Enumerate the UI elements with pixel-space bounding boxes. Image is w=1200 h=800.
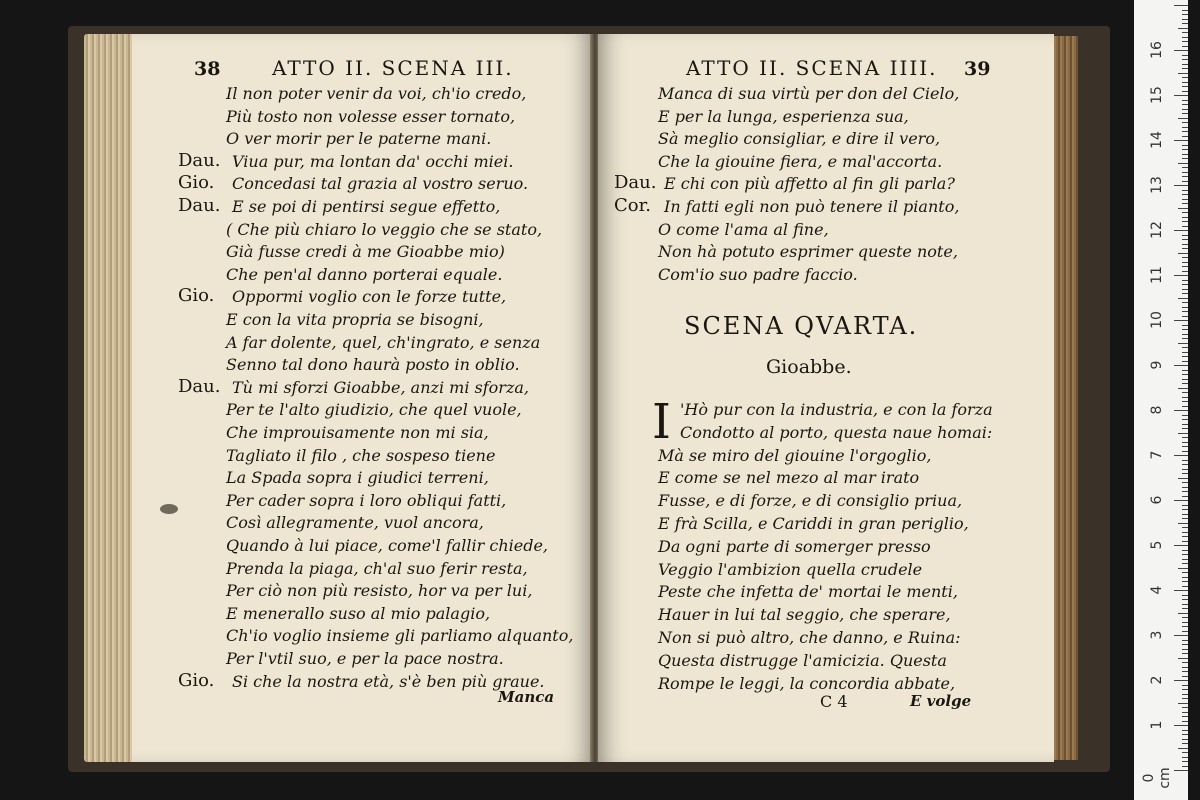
ruler-tick: [1182, 316, 1188, 317]
ruler-tick: [1178, 28, 1188, 29]
ruler-tick: [1182, 563, 1188, 564]
verse-line: Più tosto non volesse esser tornato,: [226, 106, 516, 126]
ruler-tick: [1182, 136, 1188, 137]
ruler-label: 6: [1149, 495, 1165, 505]
ruler-tick: [1182, 622, 1188, 623]
ruler-tick: [1182, 109, 1188, 110]
ruler-tick: [1182, 460, 1188, 461]
ruler-tick: [1182, 334, 1188, 335]
speaker-label: Cor.: [614, 195, 651, 216]
verse-line: Tù mi sforzi Gioabbe, anzi mi sforza,: [232, 377, 529, 397]
ruler-tick: [1182, 640, 1188, 641]
ruler-tick: [1182, 266, 1188, 267]
ruler-tick: [1182, 487, 1188, 488]
verse-line: Ch'io voglio insieme gli parliamo alquanto,: [226, 626, 574, 646]
page-edges-right: [1050, 36, 1078, 760]
ruler-tick: [1182, 64, 1188, 65]
ruler-tick: [1182, 743, 1188, 744]
verse-line: A far dolente, quel, ch'ingrato, e senza: [226, 332, 541, 352]
ruler-tick: [1182, 235, 1188, 236]
ruler-tick: [1182, 446, 1188, 447]
verse-line: Che pen'al danno porterai equale.: [226, 264, 503, 284]
ruler-tick: [1182, 190, 1188, 191]
ruler-tick: [1182, 127, 1188, 128]
ruler-tick: [1182, 91, 1188, 92]
ruler-tick: [1174, 680, 1188, 681]
ruler-tick: [1182, 536, 1188, 537]
verse-line: Rompe le leggi, la concordia abbate,: [658, 673, 956, 693]
ruler-tick: [1182, 509, 1188, 510]
verse-line: O ver morir per le paterne mani.: [226, 129, 492, 149]
ruler-label: 13: [1149, 176, 1165, 194]
verse-line: E frà Scilla, e Cariddi in gran periglio,: [658, 514, 969, 533]
ruler-tick: [1178, 253, 1188, 254]
ruler-tick: [1182, 707, 1188, 708]
verse-line: Non si può altro, che danno, e Ruina:: [658, 628, 961, 647]
ruler-tick: [1182, 397, 1188, 398]
ruler-tick: [1174, 635, 1188, 636]
ruler-tick: [1182, 415, 1188, 416]
ruler-tick: [1182, 644, 1188, 645]
ruler-tick: [1178, 343, 1188, 344]
ruler-tick: [1182, 532, 1188, 533]
ruler-tick: [1182, 217, 1188, 218]
verse-line: E menerallo suso al mio palagio,: [226, 603, 491, 623]
ruler-label: 7: [1149, 450, 1165, 460]
ruler-tick: [1182, 550, 1188, 551]
ruler-tick: [1182, 10, 1188, 11]
ruler-tick: [1178, 523, 1188, 524]
verse-line: Fusse, e di forze, e di consiglio priua,: [658, 491, 963, 511]
verse-line: La Spada sopra i giudici terreni,: [226, 468, 489, 488]
ruler-tick: [1182, 176, 1188, 177]
ruler-tick: [1182, 280, 1188, 281]
ruler-tick: [1182, 685, 1188, 686]
ruler-tick: [1182, 77, 1188, 78]
ruler-tick: [1174, 230, 1188, 231]
ruler-tick: [1182, 289, 1188, 290]
ruler-tick: [1182, 469, 1188, 470]
verse-line: Non hà potuto esprimer queste note,: [658, 242, 958, 262]
ruler-tick: [1182, 244, 1188, 245]
ink-blot: [160, 504, 178, 514]
ruler-tick: [1182, 41, 1188, 42]
verse-line: Per cader sopra i loro obliqui fatti,: [226, 490, 507, 510]
ruler-tick: [1182, 59, 1188, 60]
verse-line: E per la lunga, esperienza sua,: [658, 106, 909, 126]
ruler-tick: [1182, 757, 1188, 758]
ruler-tick: [1182, 23, 1188, 24]
ruler-tick: [1182, 662, 1188, 663]
ruler-tick: [1182, 428, 1188, 429]
verse-line: E chi con più affetto al fin gli parla?: [664, 174, 955, 194]
ruler-tick: [1178, 433, 1188, 434]
ruler-tick: [1182, 199, 1188, 200]
ruler-tick: [1182, 167, 1188, 168]
speaker-label: Gio.: [178, 669, 215, 691]
ruler-tick: [1182, 347, 1188, 348]
ruler-tick: [1182, 514, 1188, 515]
ruler-tick: [1174, 5, 1188, 6]
ruler-tick: [1182, 181, 1188, 182]
ruler-tick: [1174, 455, 1188, 456]
ruler-tick: [1174, 725, 1188, 726]
ruler-tick: [1182, 122, 1188, 123]
ruler-tick: [1174, 95, 1188, 96]
verse-line: In fatti egli non può tenere il pianto,: [664, 197, 960, 216]
verse-line: Oppormi voglio con le forze tutte,: [232, 287, 507, 307]
ruler-tick: [1182, 482, 1188, 483]
ruler-tick: [1182, 608, 1188, 609]
ruler-tick: [1182, 302, 1188, 303]
ruler-tick: [1182, 329, 1188, 330]
ruler-tick: [1178, 613, 1188, 614]
ruler-tick: [1182, 631, 1188, 632]
verse-line: Così allegramente, vuol ancora,: [226, 513, 484, 533]
verse-line: Che improuisamente non mi sia,: [226, 423, 489, 442]
ruler-tick: [1182, 667, 1188, 668]
ruler-tick: [1178, 658, 1188, 659]
ruler-tick: [1182, 248, 1188, 249]
verse-line: Com'io suo padre faccio.: [658, 264, 858, 284]
ruler-tick: [1182, 559, 1188, 560]
verse-line: Per ciò non più resisto, hor va per lui,: [226, 581, 533, 601]
ruler-tick: [1182, 352, 1188, 353]
ruler-tick: [1182, 541, 1188, 542]
ruler-tick: [1182, 19, 1188, 20]
verse-line: Sà meglio consigliar, e dire il vero,: [658, 129, 941, 149]
verse-line: Prenda la piaga, ch'al suo ferir resta,: [226, 558, 528, 578]
ruler-label: 10: [1149, 311, 1165, 329]
ruler-tick: [1182, 212, 1188, 213]
ruler-tick: [1182, 505, 1188, 506]
ruler-tick: [1174, 590, 1188, 591]
ruler-tick: [1182, 86, 1188, 87]
scene-speaker: Gioabbe.: [766, 356, 852, 378]
ruler-tick: [1182, 374, 1188, 375]
ruler-tick: [1182, 338, 1188, 339]
ruler-tick: [1182, 595, 1188, 596]
verse-line: O come l'ama al fine,: [658, 219, 829, 239]
ruler-label: 4: [1149, 585, 1165, 595]
ruler-tick: [1178, 298, 1188, 299]
ruler-tick: [1182, 730, 1188, 731]
ruler-tick: [1182, 761, 1188, 762]
page-number-right: 39: [964, 58, 991, 80]
verse-line: Mà se miro del giouine l'orgoglio,: [658, 445, 932, 465]
ruler-tick: [1182, 271, 1188, 272]
measuring-ruler: [1134, 0, 1188, 800]
ruler-tick: [1182, 401, 1188, 402]
signature-mark: C 4: [820, 692, 848, 711]
verse-line: Il non poter venir da voi, ch'io credo,: [226, 84, 527, 103]
ruler-tick: [1182, 712, 1188, 713]
ruler-tick: [1178, 208, 1188, 209]
ruler-tick: [1182, 554, 1188, 555]
ruler-tick: [1182, 203, 1188, 204]
speaker-label: Dau.: [178, 195, 221, 216]
ruler-tick: [1174, 365, 1188, 366]
ruler-tick: [1182, 518, 1188, 519]
ruler-tick: [1182, 676, 1188, 677]
ruler-tick: [1182, 307, 1188, 308]
ruler-tick: [1182, 172, 1188, 173]
ruler-tick: [1182, 68, 1188, 69]
right-page: [598, 34, 1054, 762]
ruler-tick: [1182, 491, 1188, 492]
ruler-tick: [1178, 163, 1188, 164]
verse-line: Manca di sua virtù per don del Cielo,: [658, 84, 960, 103]
ruler-label: 1: [1149, 720, 1165, 730]
speaker-label: Gio.: [178, 285, 215, 307]
verse-line: Già fusse credi à me Gioabbe mio): [226, 242, 505, 262]
ruler-label: 11: [1149, 266, 1165, 284]
ruler-tick: [1182, 82, 1188, 83]
verse-line: E con la vita propria se bisogni,: [226, 310, 484, 329]
ruler-tick: [1174, 185, 1188, 186]
ruler-tick: [1182, 617, 1188, 618]
ruler-tick: [1182, 226, 1188, 227]
ruler-tick: [1182, 55, 1188, 56]
ruler-tick: [1182, 577, 1188, 578]
ruler-tick: [1182, 581, 1188, 582]
ruler-tick: [1182, 221, 1188, 222]
ruler-tick: [1182, 442, 1188, 443]
ruler-label: 16: [1149, 41, 1165, 59]
ruler-tick: [1182, 145, 1188, 146]
verse-line: Questa distrugge l'amicizia. Questa: [658, 650, 947, 670]
ruler-tick: [1174, 275, 1188, 276]
ruler-label: 9: [1149, 360, 1165, 370]
catchword-right: E volge: [910, 692, 972, 710]
ruler-tick: [1182, 194, 1188, 195]
verse-line: E se poi di pentirsi segue effetto,: [232, 197, 501, 216]
ruler-tick: [1182, 689, 1188, 690]
verse-line: ( Che più chiaro lo veggio che se stato,: [226, 219, 543, 239]
ruler-tick: [1182, 356, 1188, 357]
ruler-tick: [1182, 406, 1188, 407]
ruler-tick: [1182, 653, 1188, 654]
ruler-tick: [1182, 451, 1188, 452]
verse-line: Senno tal dono haurà posto in oblio.: [226, 355, 520, 375]
ruler-tick: [1174, 50, 1188, 51]
running-header-left: ATTO II. SCENA III.: [272, 56, 514, 80]
ruler-tick: [1182, 604, 1188, 605]
ruler-tick: [1182, 257, 1188, 258]
ruler-tick: [1182, 721, 1188, 722]
ruler-tick: [1182, 149, 1188, 150]
ruler-tick: [1182, 14, 1188, 15]
ruler-tick: [1182, 734, 1188, 735]
ruler-tick: [1182, 131, 1188, 132]
ruler-label: 0 cm: [1141, 767, 1173, 789]
ruler-tick: [1182, 716, 1188, 717]
verse-line: Hauer in lui tal seggio, che sperare,: [658, 605, 951, 625]
verse-line: 'Hò pur con la industria, e con la forza: [680, 400, 993, 419]
verse-line: Si che la nostra età, s'è ben più graue.: [232, 671, 545, 691]
ruler-label: 5: [1149, 540, 1165, 550]
ruler-tick: [1178, 568, 1188, 569]
ruler-tick: [1174, 770, 1188, 771]
ruler-tick: [1182, 113, 1188, 114]
ruler-label: 8: [1149, 405, 1165, 415]
ruler-tick: [1182, 752, 1188, 753]
ruler-tick: [1182, 32, 1188, 33]
ruler-tick: [1178, 73, 1188, 74]
ruler-tick: [1182, 370, 1188, 371]
speaker-label: Dau.: [614, 172, 657, 194]
ruler-tick: [1178, 118, 1188, 119]
ruler-tick: [1182, 37, 1188, 38]
ruler-tick: [1182, 325, 1188, 326]
speaker-label: Gio.: [178, 172, 215, 194]
ruler-tick: [1182, 694, 1188, 695]
ruler-tick: [1182, 572, 1188, 573]
ruler-tick: [1174, 410, 1188, 411]
ruler-tick: [1182, 649, 1188, 650]
scene-title: SCENA QVARTA.: [684, 312, 919, 340]
ruler-tick: [1182, 698, 1188, 699]
ruler-tick: [1182, 766, 1188, 767]
verse-line: Veggio l'ambizion quella crudele: [658, 559, 923, 579]
ruler-tick: [1182, 46, 1188, 47]
ruler-tick: [1182, 154, 1188, 155]
speaker-label: Dau.: [178, 375, 221, 397]
ruler-label: 2: [1149, 675, 1165, 685]
ruler-tick: [1182, 383, 1188, 384]
ruler-tick: [1182, 100, 1188, 101]
verse-line: Condotto al porto, questa naue homai:: [680, 422, 993, 442]
verse-line: E come se nel mezo al mar irato: [658, 468, 920, 488]
verse-line: Da ogni parte di somerger presso: [658, 536, 931, 556]
verse-line: Concedasi tal grazia al vostro seruo.: [232, 174, 529, 194]
ruler-label: 15: [1149, 86, 1165, 104]
drop-cap: I: [652, 394, 671, 450]
ruler-label: 12: [1149, 221, 1165, 239]
ruler-tick: [1182, 379, 1188, 380]
ruler-tick: [1182, 262, 1188, 263]
ruler-tick: [1182, 473, 1188, 474]
ruler-tick: [1174, 320, 1188, 321]
ruler-tick: [1178, 703, 1188, 704]
verse-line: Per l'vtil suo, e per la pace nostra.: [226, 649, 504, 668]
ruler-tick: [1182, 599, 1188, 600]
verse-line: Viua pur, ma lontan da' occhi miei.: [232, 151, 514, 171]
ruler-tick: [1182, 464, 1188, 465]
ruler-tick: [1182, 284, 1188, 285]
ruler-tick: [1174, 140, 1188, 141]
ruler-tick: [1174, 545, 1188, 546]
ruler-tick: [1182, 239, 1188, 240]
speaker-label: Dau.: [178, 149, 221, 171]
ruler-tick: [1182, 293, 1188, 294]
ruler-tick: [1182, 158, 1188, 159]
ruler-label: 14: [1149, 131, 1165, 149]
verse-line: Tagliato il filo , che sospeso tiene: [226, 445, 496, 465]
ruler-tick: [1182, 437, 1188, 438]
page-number-left: 38: [194, 58, 221, 80]
ruler-tick: [1182, 392, 1188, 393]
ruler-tick: [1182, 424, 1188, 425]
verse-line: Per te l'alto giudizio, che quel vuole,: [226, 400, 522, 420]
verse-line: Peste che infetta de' mortai le menti,: [658, 582, 958, 602]
ruler-tick: [1182, 586, 1188, 587]
verse-line: Quando à lui piace, come'l fallir chiede,: [226, 536, 549, 555]
ruler-tick: [1182, 626, 1188, 627]
ruler-tick: [1178, 388, 1188, 389]
running-header-right: ATTO II. SCENA IIII.: [686, 56, 938, 80]
catchword-left: Manca: [498, 688, 555, 706]
ruler-tick: [1182, 104, 1188, 105]
ruler-tick: [1178, 478, 1188, 479]
verse-line: Che la giouine fiera, e mal'accorta.: [658, 151, 943, 171]
ruler-tick: [1178, 748, 1188, 749]
ruler-tick: [1182, 739, 1188, 740]
ruler-tick: [1182, 361, 1188, 362]
ruler-tick: [1182, 496, 1188, 497]
ruler-tick: [1182, 527, 1188, 528]
ruler-tick: [1174, 500, 1188, 501]
ruler-label: 3: [1149, 630, 1165, 640]
ruler-tick: [1182, 419, 1188, 420]
left-page: [132, 34, 592, 762]
ruler-tick: [1182, 311, 1188, 312]
ruler-tick: [1182, 671, 1188, 672]
